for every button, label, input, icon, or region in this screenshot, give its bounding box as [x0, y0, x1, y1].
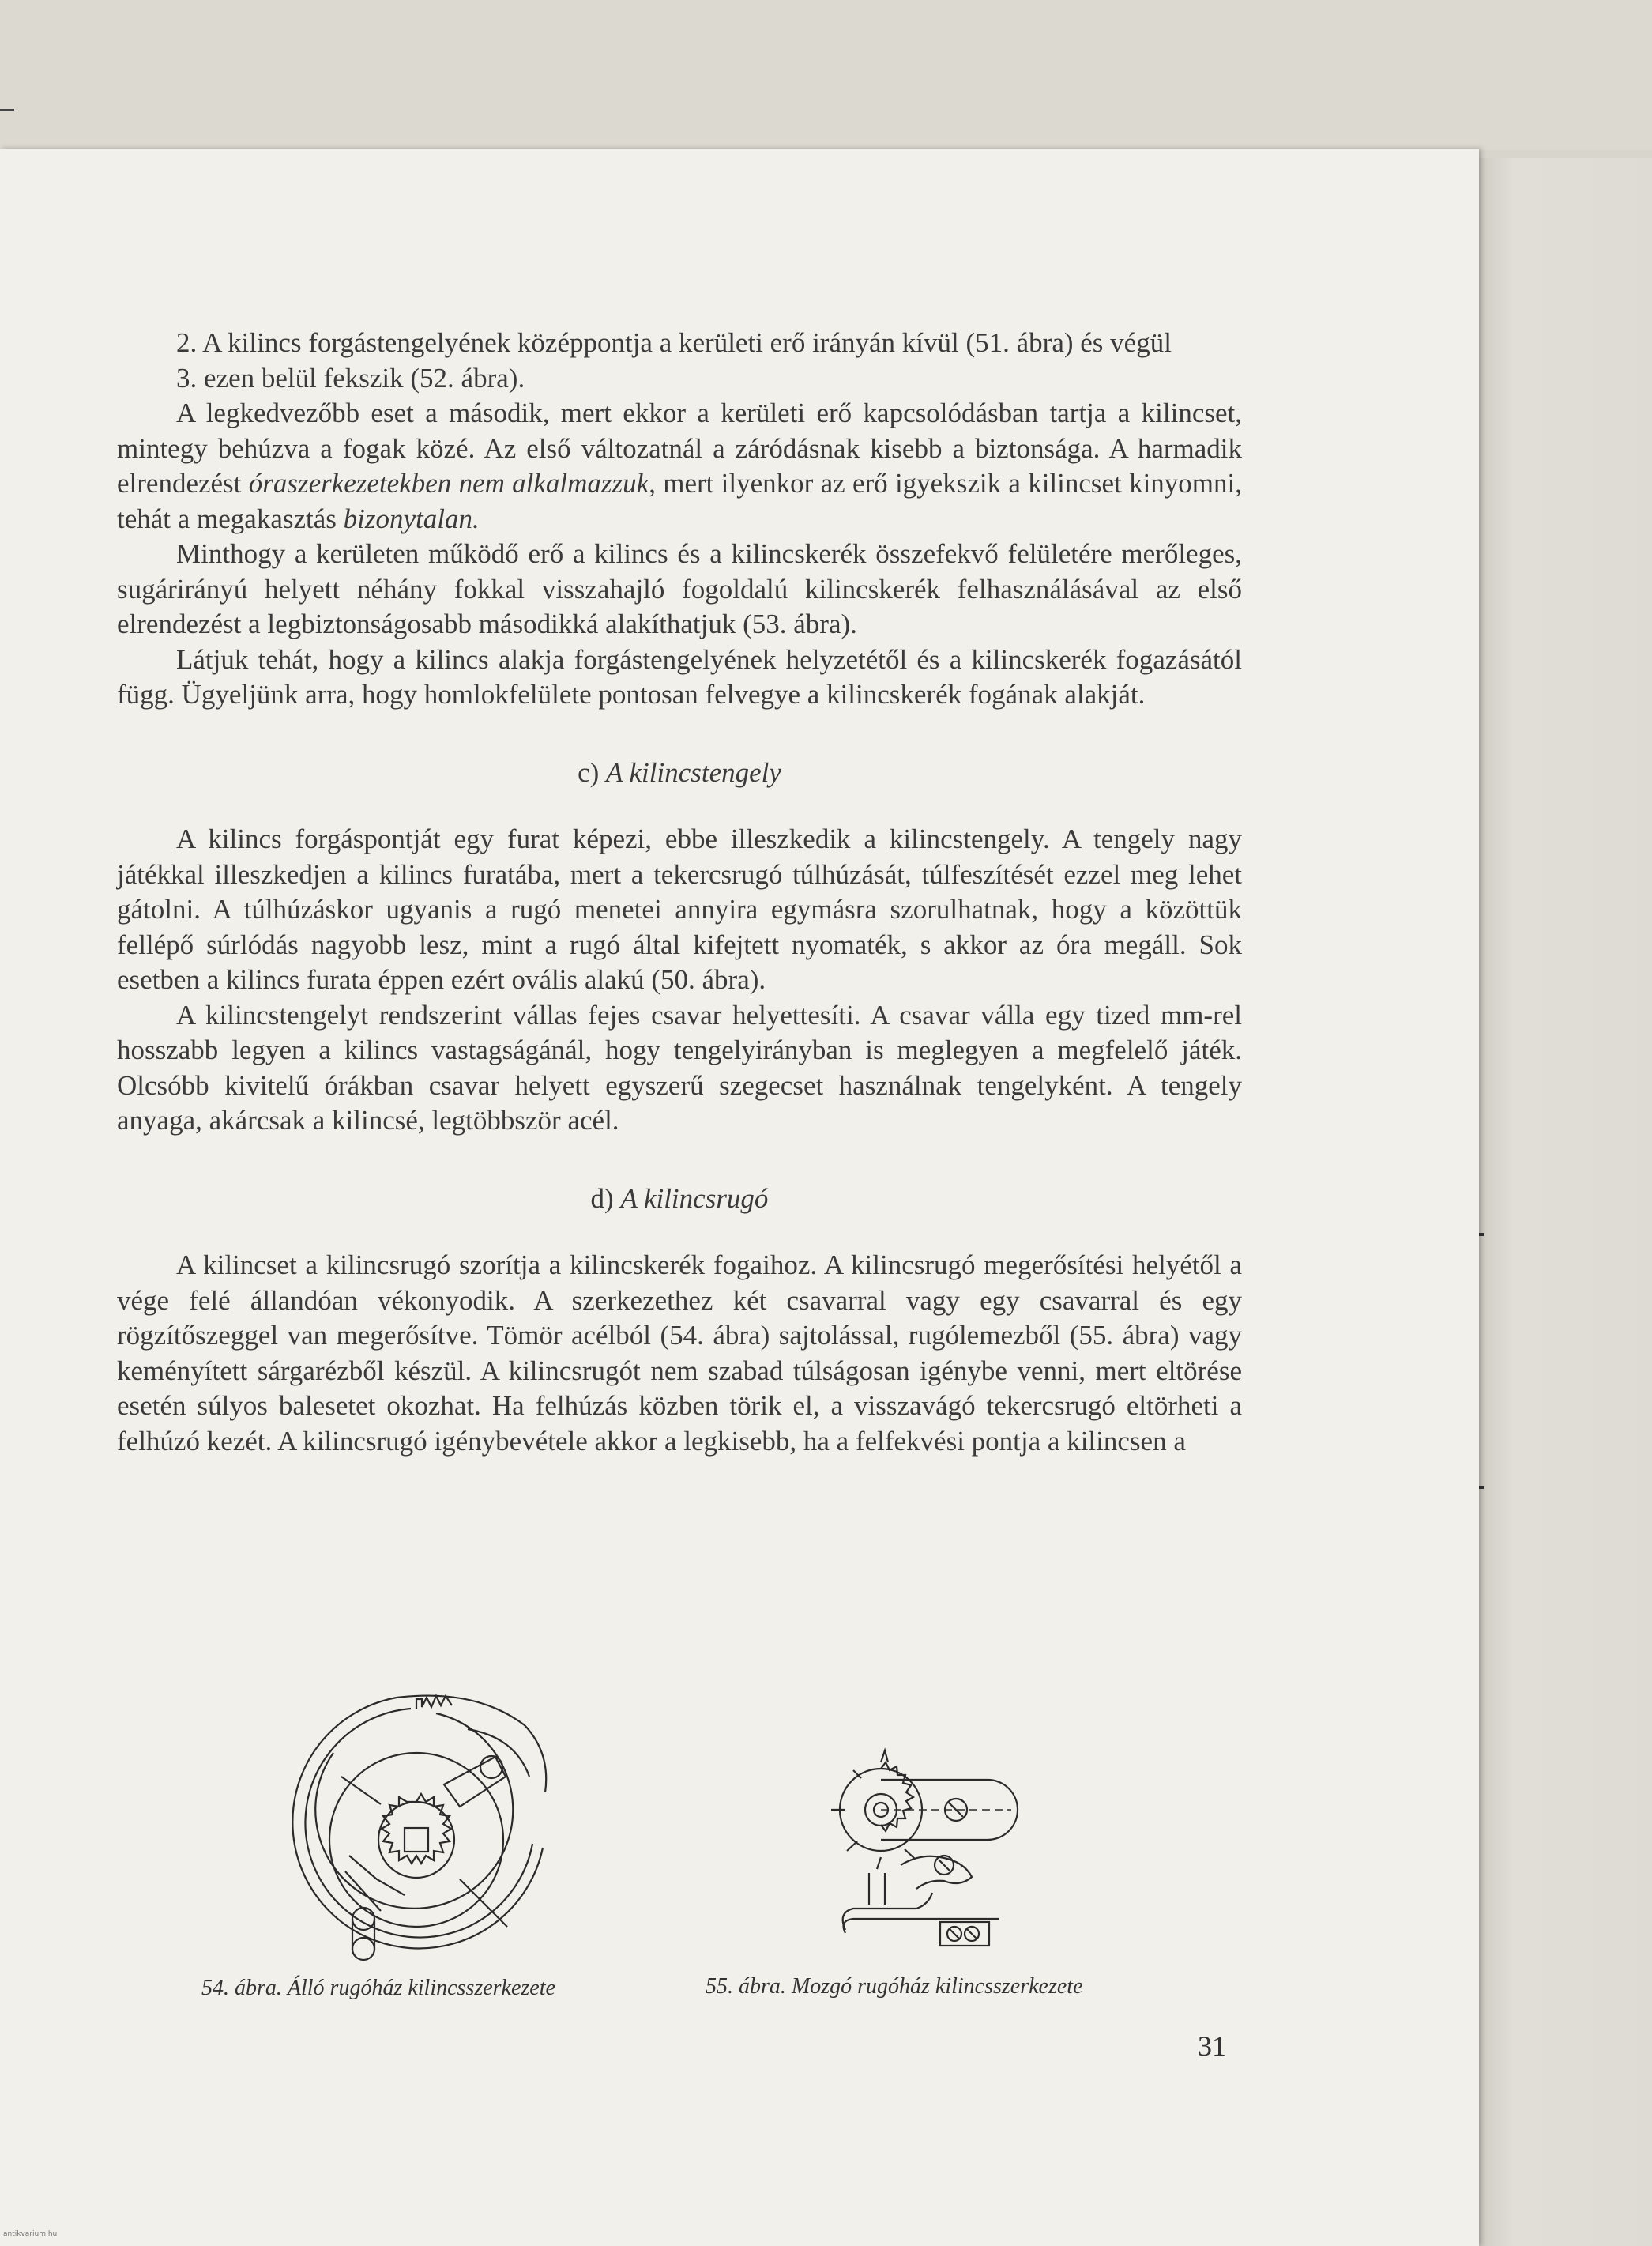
page-number: 31	[1198, 2030, 1226, 2062]
paragraph: Minthogy a kerületen működő erő a kilincs és a kilincskerék összefekvő felületére merőleges, sugárirányú helyett néhány fokkal visszahajló fogoldalú kilincskerék felhasználásával az első elrendezést a legbiztonságosabb másodikká alakíthatjuk (53. ábra).	[117, 538, 1242, 639]
heading-kilincsrugo: d) A kilincsrugó	[590, 1182, 769, 1214]
figure-55-caption: 55. ábra. Mozgó rugóház kilincsszerkezete	[706, 1974, 1083, 1999]
section-pawl-position	[117, 326, 1242, 713]
section-kilincsrugo	[117, 1248, 1242, 1459]
watermark: antikvarium.hu	[3, 2230, 58, 2238]
scan-mark	[0, 109, 14, 111]
paragraph: Látjuk tehát, hogy a kilincs alakja forgástengelyének helyzetétől és a kilincskerék fogazásától függ. Ügyeljünk arra, hogy homlokfelülete pontosan felvegye a kilincskerék fogának alakját.	[117, 643, 1242, 710]
figure-54-drawing	[278, 1682, 559, 1969]
body-text	[117, 326, 1242, 1459]
figure-54-caption: 54. ábra. Álló rugóház kilincsszerkezete	[201, 1976, 555, 2000]
figure-55-drawing	[822, 1747, 1031, 1960]
scan-background	[0, 0, 1652, 150]
paragraph: A kilincstengelyt rendszerint vállas fejes csavar helyettesíti. A csavar válla egy tized mm-rel hosszabb legyen a kilincs vastagságánál, hogy tengelyirányban is meglegyen a megfelelő játék. Olcsóbb kivitelű órákban csavar helyett egyszerű szegecset használnak tengelyként. A tengely anyaga, akárcsak a kilincsé, legtöbbször acél.	[117, 999, 1242, 1136]
section-kilincstengely	[117, 822, 1242, 1139]
paragraph: A kilincset a kilincsrugó szorítja a kilincskerék fogaihoz. A kilincsrugó megerősítési helyétől a vége felé állandóan vékonyodik. A szerkezethez két csavarral vagy egy csavarral és egy rögzítőszeggel van megerősítve. Tömör acélból (54. ábra) sajtolással, rugólemezből (55. ábra) vagy keményített sárgarézből készül. A kilincsrugót nem szabad túlságosan igénybe venni, mert eltörése esetén súlyos balesetet okozhat. Ha felhúzás közben törik el, a visszavágó tekercsrugó eltörheti a felhúzó kezét. A kilincsrugó igénybevétele akkor a legkisebb, ha a felfekvési pontja a kilincsen a	[117, 1249, 1242, 1457]
paragraph: 2. A kilincs forgástengelyének középpontja a kerületi erő irányán kívül (51. ábra) és végül	[176, 327, 1172, 358]
paragraph: A kilincs forgáspontját egy furat képezi, ebbe illeszkedik a kilincstengely. A tengely nagy játékkal illeszkedjen a kilincs furatába, mert a tekercsrugó túlhúzását, túlfeszítését ezzel meg lehet gátolni. A túlhúzáskor ugyanis a rugó menetei annyira egymásra szorulhatnak, hogy a közöttük fellépő súrlódás nagyobb lesz, mint a rugó által kifejtett nyomaték, s akkor az óra megáll. Sok esetben a kilincs furata éppen ezért ovális alakú (50. ábra).	[117, 823, 1242, 995]
underlying-page-edge	[1479, 158, 1652, 2246]
heading-kilincstengely: c) A kilincstengely	[578, 756, 781, 788]
paragraph: 3. ezen belül fekszik (52. ábra).	[176, 362, 525, 394]
paragraph: A legkedvezőbb eset a második, mert ekkor a kerületi erő kapcsolódásban tartja a kilincset, mintegy behúzva a fogak közé. Az első változatnál a záródásnak kisebb a biztonsága. A harmadik elrendezést óraszerkezetekben nem alkalmazzuk, mert ilyenkor az erő igyekszik a kilincset kinyomni, tehát a megakasztás bizonytalan.	[117, 398, 1242, 534]
